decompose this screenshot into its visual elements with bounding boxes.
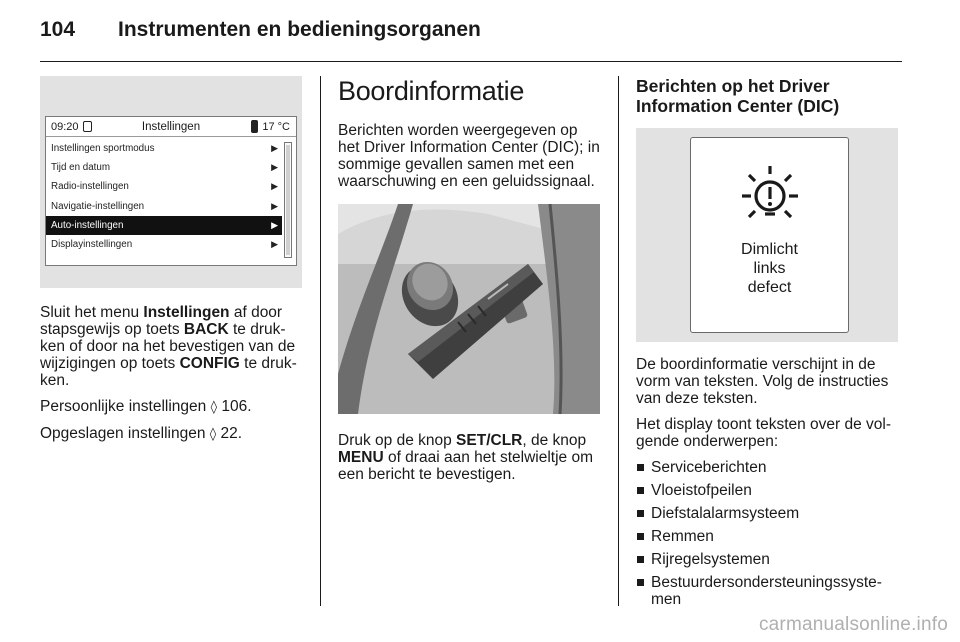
key-back: BACK: [183, 321, 229, 338]
chevron-right-icon: ▶: [271, 200, 278, 211]
menu-item[interactable]: [46, 216, 282, 235]
dic-display: [690, 137, 849, 333]
dic-topics-list: [636, 459, 902, 608]
settings-menu-list: [46, 139, 282, 254]
menu-item-label: Navigatie-instellingen: [51, 200, 145, 212]
chevron-right-icon: ▶: [271, 181, 278, 192]
key-menu: MENU: [338, 449, 384, 466]
dic-intro-paragraph: De boordinformatie verschijnt in de vorm van teksten. Volg de instructies van deze teksten.: [636, 356, 889, 407]
confirm-message-paragraph: Druk op de knop SET/CLR, de knop MENU of draai aan het stelwieltje om een bericht te bevestigen.: [338, 432, 594, 483]
list-item: Remmen: [636, 528, 902, 545]
screen-title: Instellingen: [141, 121, 201, 133]
intro-paragraph: Berichten worden weergegeven op het Driver Information Center (DIC); in sommige gevallen samen met een waarschuwing en een geluidssignaal.: [338, 122, 600, 190]
key-config: CONFIG: [179, 355, 240, 372]
list-item: Rijregelsystemen: [636, 551, 902, 568]
menu-name-instellingen: Instellingen: [143, 304, 230, 321]
chevron-right-icon: ▶: [271, 219, 278, 230]
list-item: Serviceberichten: [636, 459, 902, 476]
dic-topics-paragraph: Het display toont teksten over de vol-gende onderwerpen:: [636, 416, 892, 450]
screen-status-bar: [46, 117, 296, 137]
column-left: [40, 76, 304, 452]
menu-item-label: Auto-instellingen: [51, 219, 124, 231]
menu-item-label: Displayinstellingen: [51, 238, 133, 250]
section-heading-dic: Berichten op het Driver Information Center (DIC): [636, 76, 840, 116]
chevron-right-icon: ▶: [271, 143, 278, 153]
settings-screen-figure: [40, 76, 302, 288]
column-right: [636, 76, 902, 614]
menu-item[interactable]: [46, 235, 282, 254]
menu-item[interactable]: [46, 177, 282, 196]
page-ref-icon: ◊: [209, 427, 217, 442]
control-stalk-figure: [338, 204, 600, 414]
key-set-clr: SET/CLR: [456, 432, 523, 449]
chevron-right-icon: ▶: [271, 238, 278, 249]
dic-message-figure: [636, 128, 898, 342]
list-item: Vloeistofpeilen: [636, 482, 902, 499]
page-header: [40, 14, 902, 62]
page-number: 104: [40, 18, 76, 41]
column-divider-2: [618, 76, 619, 606]
dic-message-text: Dimlicht links defect: [741, 241, 798, 296]
column-divider-1: [320, 76, 321, 606]
menu-item-label: Instellingen sportmodus: [51, 143, 155, 154]
menu-scrollbar-thumb: [286, 145, 290, 255]
chapter-title: Instrumenten en bedieningsorganen: [118, 18, 481, 41]
section-heading-boordinformatie: Boordinformatie: [338, 76, 525, 106]
xref-personal-settings[interactable]: Persoonlijke instellingen ◊ 106.: [40, 398, 252, 415]
list-item: Bestuurdersondersteuningssyste-men: [636, 574, 902, 608]
chevron-right-icon: ▶: [271, 162, 278, 173]
column-middle: [338, 76, 602, 492]
menu-item[interactable]: [46, 197, 282, 216]
xref-stored-settings[interactable]: Opgeslagen instellingen ◊ 22.: [40, 425, 243, 442]
bulb-warning-icon: [731, 158, 809, 230]
menu-item[interactable]: [46, 139, 282, 158]
thermometer-icon: [251, 120, 258, 133]
screen-time: 09:20: [51, 121, 79, 133]
stalk-illustration: [338, 204, 600, 414]
menu-item-label: Tijd en datum: [51, 162, 110, 174]
menu-scrollbar: [284, 142, 292, 258]
page-ref-icon: ◊: [210, 400, 218, 415]
watermark: carmanualsonline.info: [758, 614, 948, 635]
menu-item[interactable]: [46, 158, 282, 177]
screen-temperature: 17 °C: [262, 121, 290, 133]
menu-item-label: Radio-instellingen: [51, 181, 129, 193]
list-item: Diefstalalarmsysteem: [636, 505, 902, 522]
close-menu-paragraph: Sluit het menu Instellingen af door stapsgewijs op toets BACK te druk-ken of door na het bevestigen van de wijzigingen op toets CONFIG te druk-ken.: [40, 304, 297, 389]
infotainment-screen: [45, 116, 297, 266]
